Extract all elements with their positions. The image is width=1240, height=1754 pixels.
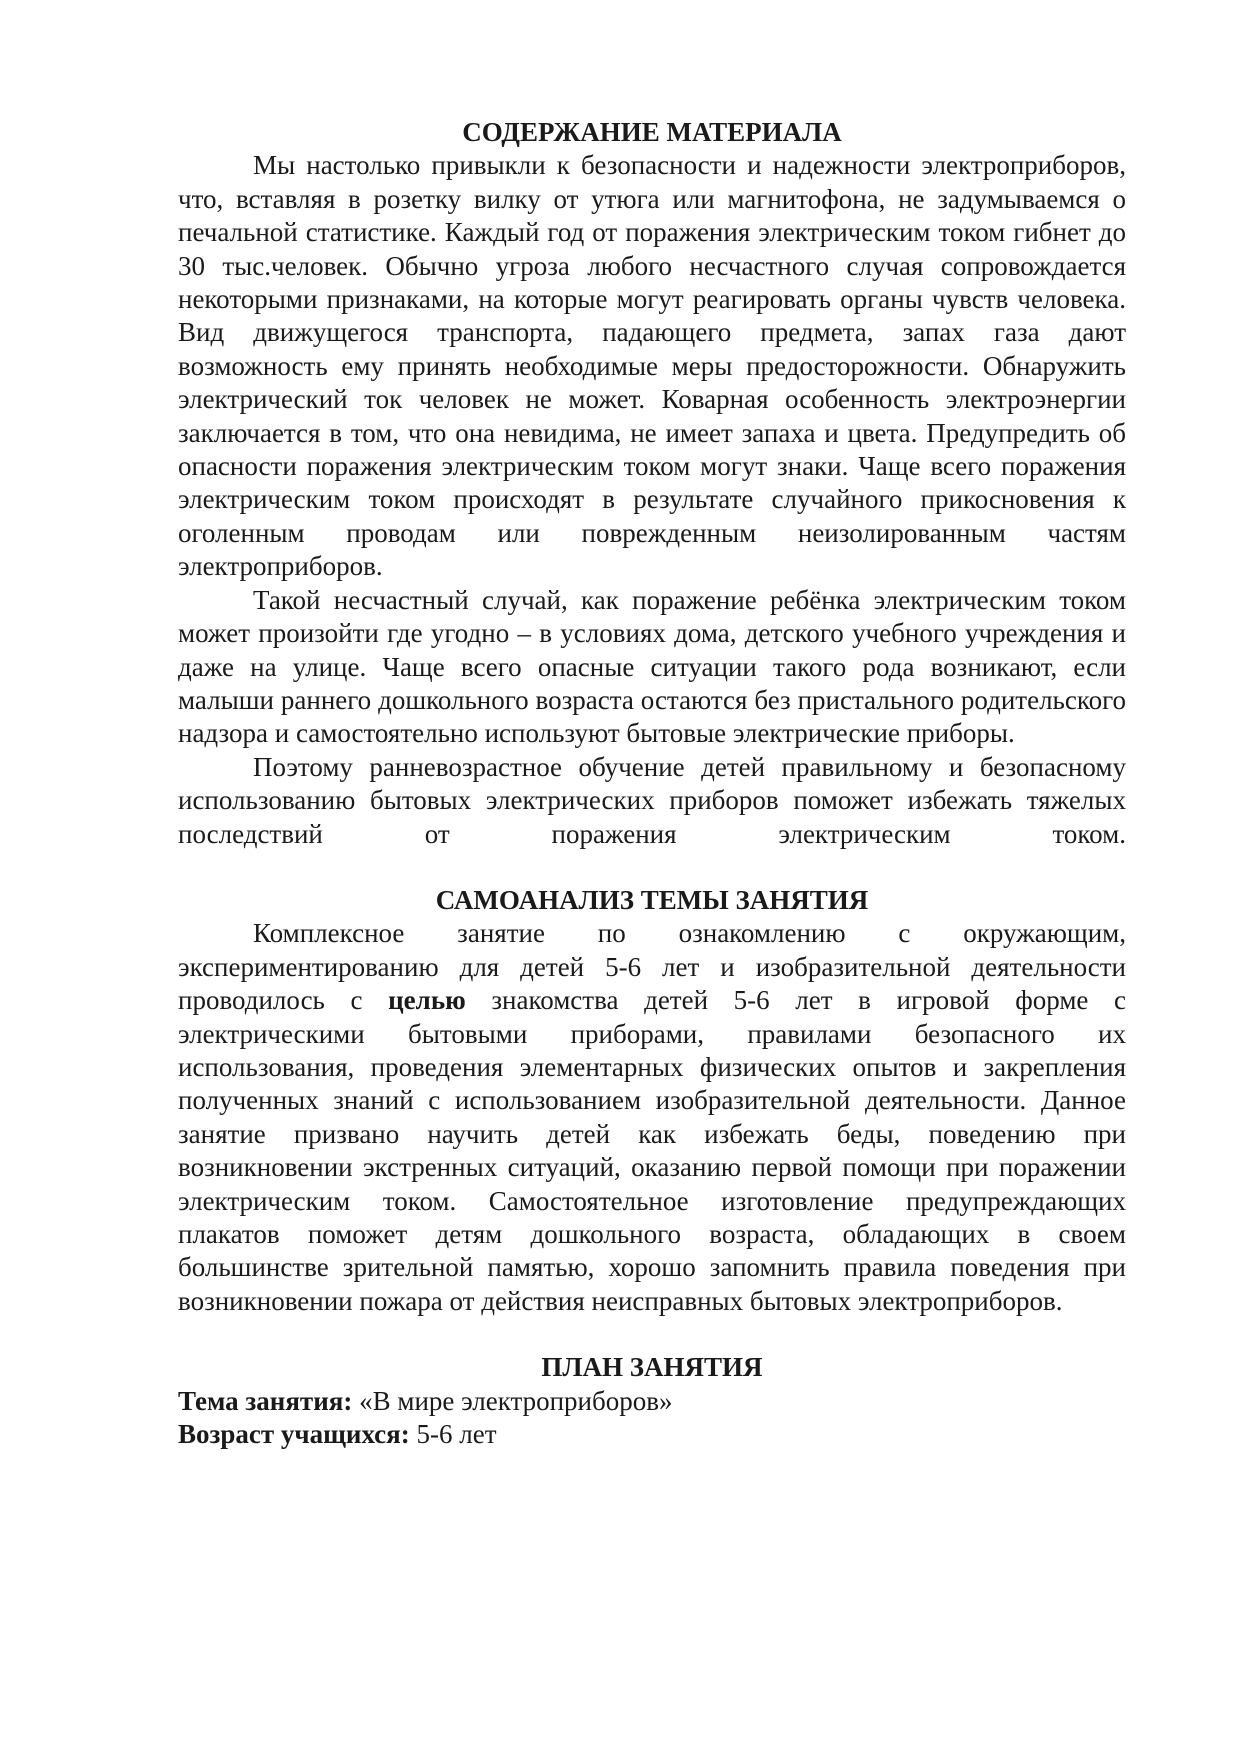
section-title-material: СОДЕРЖАНИЕ МАТЕРИАЛА — [462, 117, 842, 147]
self-analysis-goal-emphasis: целью — [388, 985, 466, 1016]
lesson-age-value: 5-6 лет — [409, 1419, 497, 1450]
material-paragraph-3: Поэтому ранневозрастное обучение детей правильному и безопасному использованию бытовых электрических приборов поможет избежать тяжелых последствий от поражения электрическим током. — [178, 751, 1126, 849]
material-paragraph-1: Мы настолько привыкли к безопасности и надежности электроприборов, что, вставляя в розетку вилку от утюга или магнитофона, не задумываемся о печальной статистике. Каждый год от поражения электрическим током гибнет до 30 тыс.человек. Обычно угроза любого несчастного случая сопровождается некоторыми признаками, на которые могут реагировать органы чувств человека. Вид движущегося транспорта, падающего предмета, запах газа дают возможность ему принять необходимые меры предосторожности. Обнаружить электрический ток человек не может. Коварная особенность электроэнергии заключается в том, что она невидима, не имеет запаха и цвета. Предупредить об опасности поражения электрическим током могут знаки. Чаще всего поражения электрическим током происходят в результате случайного прикосновения к оголенным проводам или поврежденным неизолированным частям электроприборов. — [178, 150, 1126, 582]
lesson-age-line — [178, 1418, 1126, 1451]
lesson-topic-label: Тема занятия: — [178, 1385, 353, 1416]
lesson-topic-line — [178, 1385, 1126, 1418]
document-page — [178, 116, 1126, 1451]
self-analysis-paragraph — [178, 917, 1126, 1318]
self-analysis-text-start: Комплексное занятие по ознакомлению с окружающим, экспериментированию для детей 5-6 лет и изобразительной деятельности проводилось с — [178, 918, 1126, 1016]
section-spacer — [178, 1318, 1126, 1351]
material-paragraph-2: Такой несчастный случай, как поражение ребёнка электрическим током может произойти где угодно – в условиях дома, детского учебного учреждения и даже на улице. Чаще всего опасные ситуации такого рода возникают, если малыши раннего дошкольного возраста остаются без пристального родительского надзора и самостоятельно используют бытовые электрические приборы. — [178, 584, 1126, 749]
section-title-self-analysis: САМОАНАЛИЗ ТЕМЫ ЗАНЯТИЯ — [435, 884, 869, 915]
lesson-age-label: Возраст учащихся: — [178, 1419, 410, 1450]
lesson-topic-value: «В мире электроприборов» — [352, 1385, 673, 1416]
section-spacer — [178, 851, 1126, 884]
section-title-lesson-plan: ПЛАН ЗАНЯТИЯ — [541, 1352, 763, 1383]
self-analysis-text-end: знакомства детей 5-6 лет в игровой форме с электрическими бытовыми приборами, правилами безопасного их использования, проведения элементарных физических опытов и закрепления полученных знаний с использованием изобразительной деятельности. Данное занятие призвано научить детей как избежать беды, поведению при возникновении экстренных ситуаций, оказанию первой помощи при поражении электрическим током. Самостоятельное изготовление предупреждающих плакатов поможет детям дошкольного возраста, обладающих в своем большинстве зрительной памятью, хорошо запомнить правила поведения при возникновении пожара от действия неисправных бытовых электроприборов. — [178, 985, 1126, 1316]
